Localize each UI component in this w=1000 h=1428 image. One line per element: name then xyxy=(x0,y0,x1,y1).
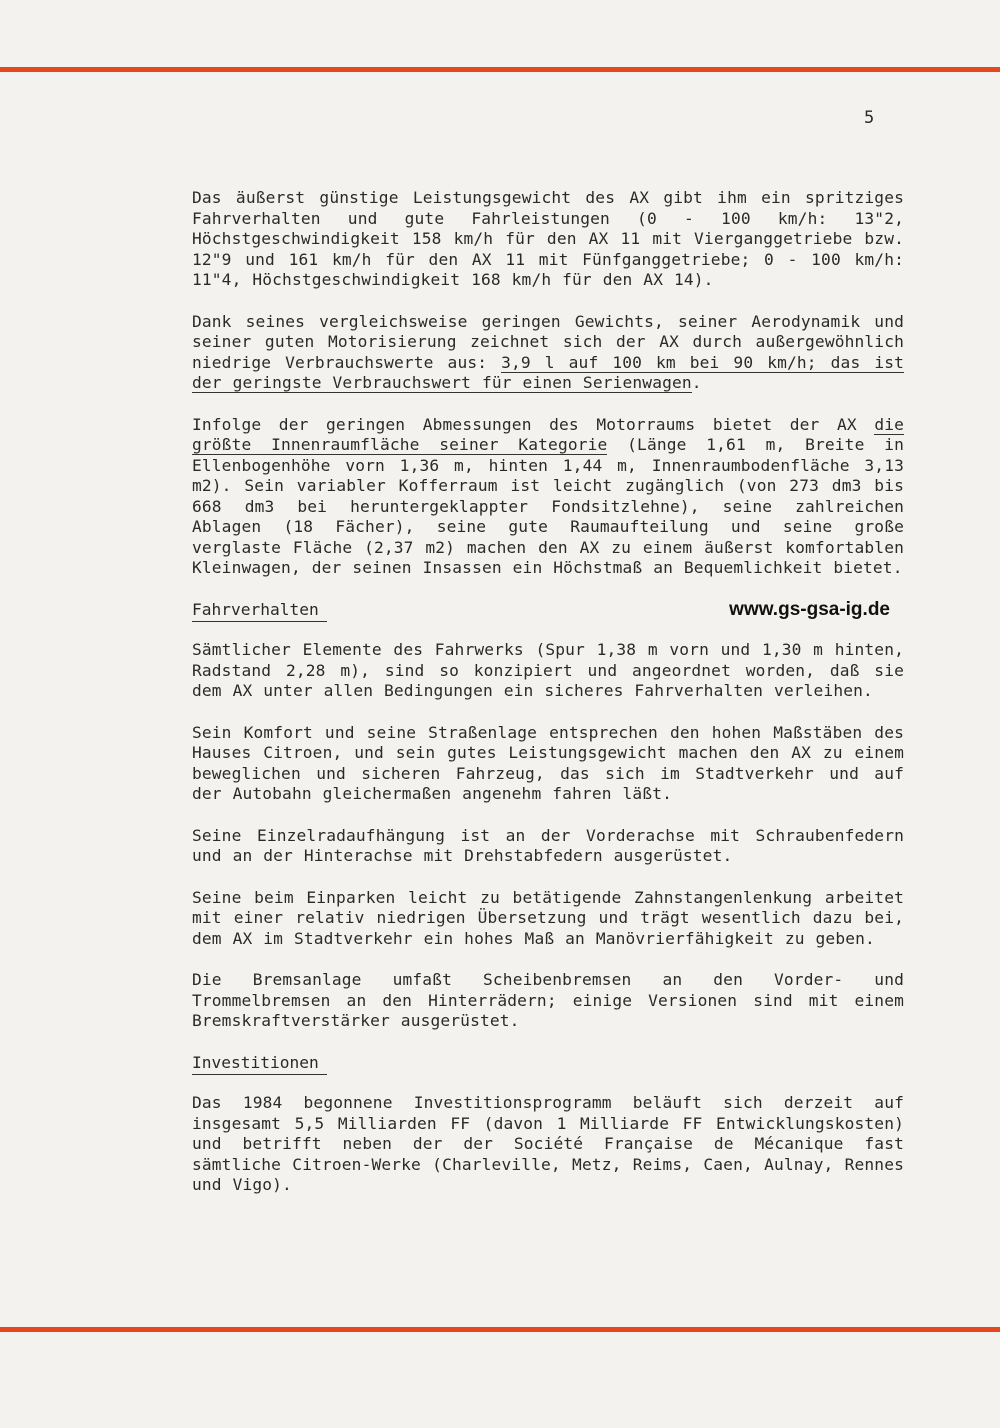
bottom-orange-rule xyxy=(0,1327,1000,1332)
heading-row-fahrverhalten xyxy=(192,600,904,641)
top-orange-rule xyxy=(0,67,1000,72)
paragraph-steering: Seine beim Einparken leicht zu betätigende Zahnstangenlenkung arbeitet mit einer relativ niedrigen Übersetzung und trägt wesentlich dazu bei, dem AX im Stadtverkehr ein hohes Maß an Manövrierfähigkeit zu geben. xyxy=(192,887,904,948)
document-body xyxy=(192,188,904,1217)
paragraph-performance: Das äußerst günstige Leistungsgewicht des AX gibt ihm ein spritziges Fahrverhalten und gute Fahrleistungen (0 - 100 km/h: 13"2, Höchstgeschwindigkeit 158 km/h für den AX 11 mit Vierganggetriebe bzw. 12"9 und 161 km/h für den AX 11 mit Fünfganggetriebe; 0 - 100 km/h: 11"4, Höchstgeschwindigkeit 168 km/h für den AX 14). xyxy=(192,188,904,289)
paragraph-suspension: Seine Einzelradaufhängung ist an der Vorderachse mit Schraubenfedern und an der Hinterachse mit Drehstabfedern ausgerüstet. xyxy=(192,825,904,865)
consumption-text: Dank seines vergleichsweise geringen Gewichts, seiner Aerodynamik und seiner guten Motorisierung zeichnet sich der AX durch außergewöhnlich niedrige Verbrauchswerte aus: xyxy=(192,311,904,372)
consumption-end: . xyxy=(691,373,702,392)
heading-investitionen: Investitionen xyxy=(192,1053,327,1076)
interior-details: (Länge 1,61 m, Breite in Ellenbogenhöhe vorn 1,36 m, hinten 1,44 m, Innenraumbodenfläche 3,13 m2). Sein variabler Kofferraum ist leicht zugänglich (von 273 dm3 bis 668 dm3 bei heruntergeklappter Fondsitzlehne), seine zahlreichen Ablagen (18 Fächer), seine gute Raumaufteilung und seine große verglaste Fläche (2,37 m2) machen den AX zu einem äußerst komfortablen Kleinwagen, der seinen Insassen ein Höchstmaß an Bequemlichkeit bietet. xyxy=(192,435,904,577)
paragraph-consumption xyxy=(192,312,904,394)
website-watermark: www.gs-gsa-ig.de xyxy=(729,598,890,620)
consumption-highlight: 3,9 l auf 100 km bei 90 km/h; das ist der geringste Verbrauchswert für einen Serienwagen xyxy=(192,352,905,392)
paragraph-investment: Das 1984 begonnene Investitionsprogramm beläuft sich derzeit auf insgesamt 5,5 Milliarden FF (davon 1 Milliarde FF Entwicklungskosten) und betrifft neben der der Société Française de Mécanique fast sämtliche Citroen-Werke (Charleville, Metz, Reims, Caen, Aulnay, Rennes und Vigo). xyxy=(192,1093,904,1194)
paragraph-comfort: Sein Komfort und seine Straßenlage entsprechen den hohen Maßstäben des Hauses Citroen, und sein gutes Leistungsgewicht machen den AX zu einem beweglichen und sicheren Fahrzeug, das sich im Stadtverkehr und auf der Autobahn gleichermaßen angenehm fahren läßt. xyxy=(192,722,904,803)
heading-fahrverhalten: Fahrverhalten xyxy=(192,600,327,623)
interior-highlight: die größte Innenraumfläche seiner Kategorie xyxy=(192,414,904,454)
page-number: 5 xyxy=(864,108,875,128)
paragraph-chassis: Sämtlicher Elemente des Fahrwerks (Spur 1,38 m vorn und 1,30 m hinten, Radstand 2,28 m), sind so konzipiert und angeordnet worden, daß sie dem AX unter allen Bedingungen ein sicheres Fahrverhalten verleihen. xyxy=(192,640,904,700)
paragraph-interior xyxy=(192,415,904,579)
interior-text: Infolge der geringen Abmessungen des Motorraums bietet der AX xyxy=(192,414,875,434)
paragraph-brakes: Die Bremsanlage umfaßt Scheibenbremsen an den Vorder- und Trommelbremsen an den Hinterrädern; einige Versionen sind mit einem Bremskraftverstärker ausgerüstet. xyxy=(192,970,904,1030)
